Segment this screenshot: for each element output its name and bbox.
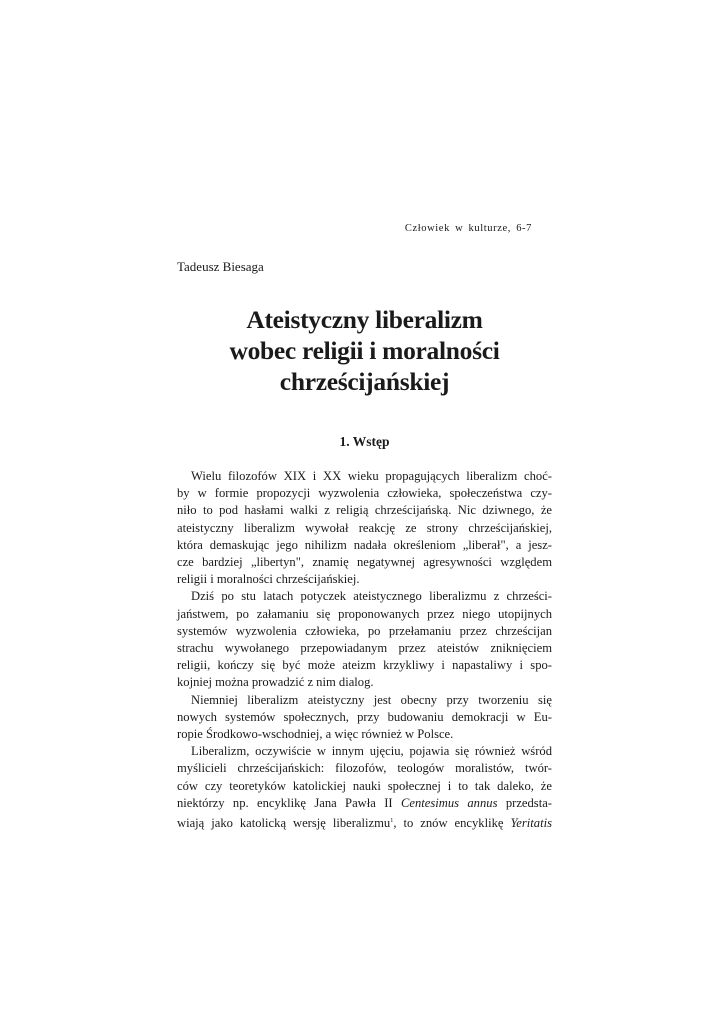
paragraph (177, 588, 552, 691)
italic-title: Centesimus annus (400, 795, 498, 810)
paragraph (177, 468, 552, 588)
text-line: Wielu filozofów XIX i XX wieku propagujących liberalizm choć- (191, 469, 552, 483)
text-line: Niemniej liberalizm ateistyczny jest obecny przy tworzeniu się (191, 692, 552, 707)
text-line: religii, kończy się być może ateizm krzykliwy i napastaliwy i spo- (177, 658, 552, 673)
text-line: kojniej można prowadzić z nim dialog. (177, 675, 374, 690)
text-line: która demaskując jego nihilizm nadała określeniom „liberał", a jesz- (177, 537, 552, 552)
text-line: ateistyczny liberalizm wywołał reakcję ze strony chrześcijańskiej, (177, 520, 552, 535)
paragraph (177, 743, 552, 832)
text-line: ców czy teoretyków katolickiej nauki społecznej i to tak daleko, że (177, 778, 552, 793)
text-line: cze bardziej „libertyn", znamię negatywnej agresywności względem (177, 555, 552, 570)
text-line-with-footnote (177, 812, 552, 832)
text-line: nowych systemów społecznych, przy budowaniu demokracji w Eu- (177, 709, 552, 724)
text-run: niektórzy np. encyklikę Jana Pawła II (177, 795, 401, 810)
footnote-marker[interactable]: 1 (390, 817, 394, 825)
body-text (177, 468, 552, 832)
title-line: Ateistyczny liberalizm (246, 305, 483, 334)
title-line: chrześcijańskiej (279, 367, 450, 396)
text-line: ropie Środkowo-wschodniej, a więc również w Polsce. (177, 727, 454, 742)
running-head: Człowiek w kulturze, 6-7 (404, 223, 532, 234)
text-run: wiają jako katolicką wersję liberalizmu (177, 816, 391, 831)
text-run: przedsta- (497, 795, 552, 810)
text-line: Liberalizm, oczywiście w innym ujęciu, pojawia się również wśród (191, 744, 552, 759)
section-heading: 1. Wstęp (339, 434, 390, 449)
article-title (177, 304, 552, 397)
text-line: niło to pod hasłami walki z religią chrześcijańską. Nic dziwnego, że (177, 503, 552, 518)
text-line-with-italic (177, 795, 552, 812)
text-line: strachu wywołanego przepowiadanym przez ateistów zniknięciem (177, 641, 552, 656)
text-line: by w formie propozycji wyzwolenia człowieka, społeczeństwa czy- (177, 486, 552, 501)
text-run: , to znów encyklikę (393, 816, 511, 831)
text-line: myślicieli chrześcijańskich: filozofów, teologów moralistów, twór- (177, 761, 552, 776)
title-line: wobec religii i moralności (229, 336, 500, 365)
text-line: Dziś po stu latach potyczek ateistycznego liberalizmu z chrześci- (191, 589, 552, 604)
author-name: Tadeusz Biesaga (177, 259, 264, 274)
italic-title: Yeritatis (510, 816, 552, 831)
text-line: religii i moralności chrześcijańskiej. (177, 572, 360, 587)
text-line: jaństwem, po załamaniu się proponowanych przez niego utopijnych (177, 606, 552, 621)
paragraph (177, 692, 552, 744)
text-line: systemów wyzwolenia człowieka, po przełamaniu przez chrześcijan (177, 623, 552, 638)
